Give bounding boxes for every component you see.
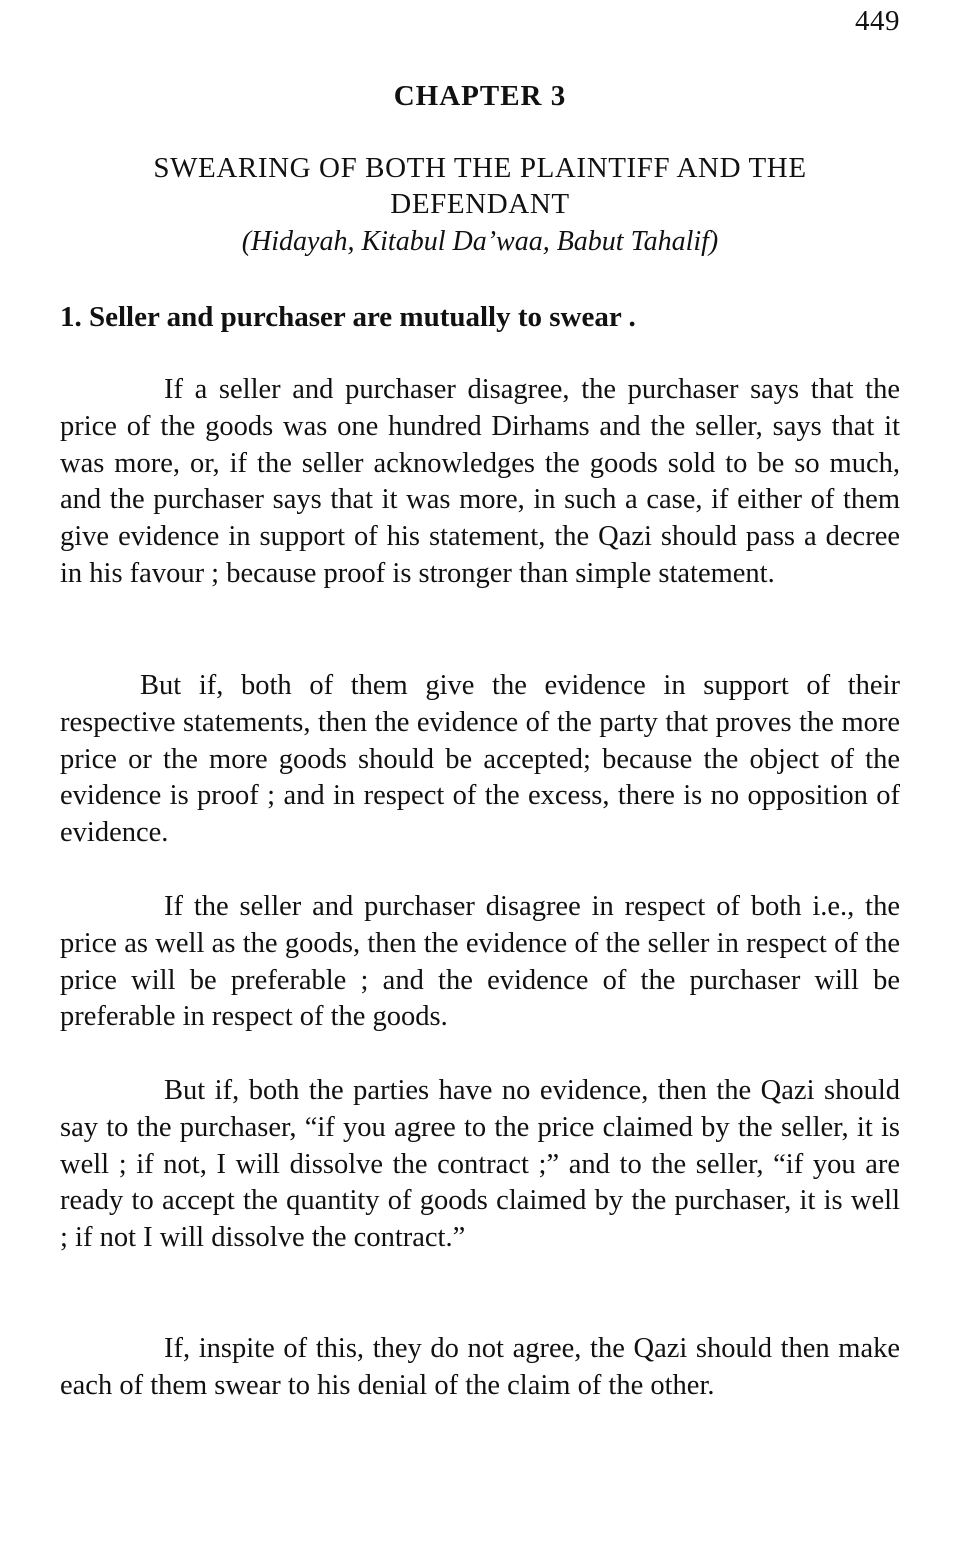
section-heading: 1. Seller and purchaser are mutually to swear . [60, 301, 636, 333]
page-number: 449 [855, 5, 900, 37]
paragraph: If a seller and purchaser disagree, the purchaser says that the price of the goods was one hundred Dirhams and the seller, says that it was more, or, if the seller acknowledges the goods sold to be so much, and the purchaser says that it was more, in such a case, if either of them give evidence in support of his statement, the Qazi should pass a decree in his favour ; because proof is stronger than simple statement. [60, 374, 900, 589]
chapter-title: CHAPTER 3 [393, 80, 567, 112]
paragraph: But if, both of them give the evidence in support of their respective statements, then the evidence of the party that proves the more price or the more goods should be accepted; because the object of the evidence is proof ; and in respect of the excess, there is no opposition of evidence. [60, 670, 900, 849]
paragraph: If the seller and purchaser disagree in respect of both i.e., the price as well as the goods, then the evidence of the seller in respect of the price will be preferable ; and the evidence of the purchaser will be preferable in respect of the goods. [60, 891, 900, 1033]
paragraph: But if, both the parties have no evidence, then the Qazi should say to the purchaser, “if you agree to the price claimed by the seller, it is well ; if not, I will dissolve the contract ;” and to the seller, “if you are ready to accept the quantity of goods claimed by the purchaser, it is well ; if not I will dissolve the contract.” [60, 1075, 900, 1254]
source-citation: (Hidayah, Kitabul Da’waa, Babut Tahalif) [241, 226, 719, 257]
paragraph: If, inspite of this, they do not agree, the Qazi should then make each of them swear to his denial of the claim of the other. [60, 1333, 900, 1401]
chapter-subtitle: SWEARING OF BOTH THE PLAINTIFF AND THE DEFENDANT [153, 152, 807, 220]
